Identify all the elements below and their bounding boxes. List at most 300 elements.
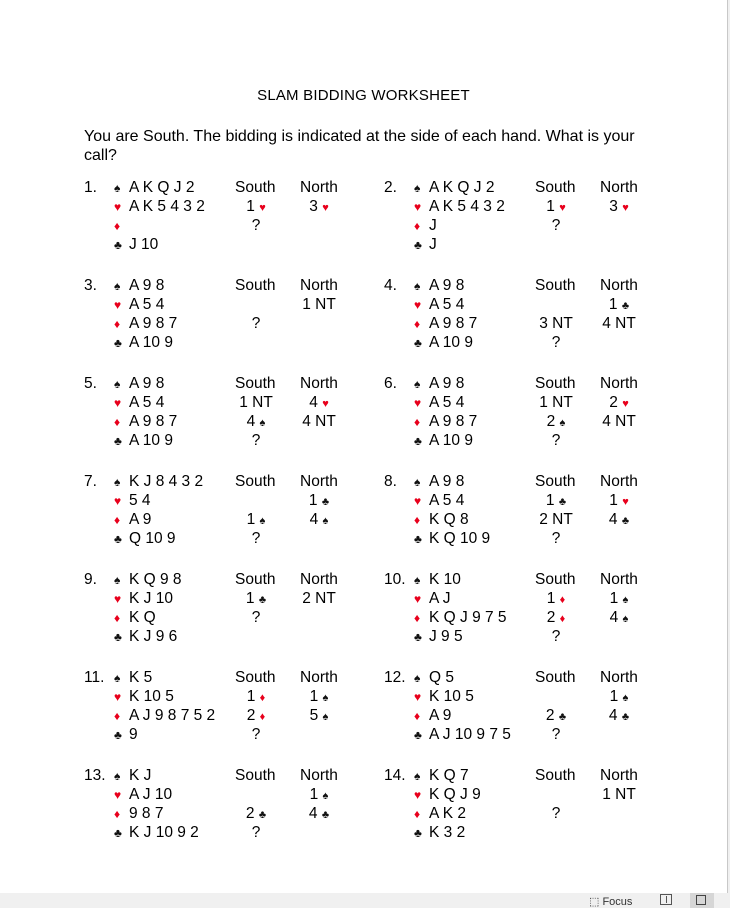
call-level: ? <box>251 432 261 449</box>
call-level: ? <box>551 805 561 822</box>
south-header: South <box>235 571 276 588</box>
hand-c-holding <box>414 726 511 745</box>
south-call <box>521 334 591 352</box>
spade-icon: ♠ <box>114 279 121 293</box>
hand-c-holding <box>414 628 463 647</box>
diamond-icon: ♦ <box>114 513 121 527</box>
south-header: South <box>535 277 576 294</box>
worksheet-title: SLAM BIDDING WORKSHEET <box>257 87 470 104</box>
north-call <box>584 511 654 529</box>
call-level: ? <box>551 217 561 234</box>
south-call <box>221 590 291 608</box>
south-call <box>221 688 291 706</box>
heart-icon: ♥ <box>322 202 329 214</box>
problem-9 <box>84 571 384 651</box>
south-call <box>221 315 291 333</box>
hand-h-holding <box>414 198 505 217</box>
south-call <box>521 492 591 510</box>
card-list: K Q <box>129 609 156 626</box>
diamond-icon: ♦ <box>114 709 121 723</box>
heart-icon: ♥ <box>114 690 122 704</box>
call-level: 5 <box>309 707 319 724</box>
north-call <box>584 707 654 725</box>
card-list: J <box>429 217 437 234</box>
problem-number: 4. <box>384 277 397 294</box>
club-icon: ♣ <box>258 809 267 821</box>
hand-c-holding <box>114 334 173 353</box>
spade-icon: ♠ <box>414 573 421 587</box>
card-list: 9 8 7 <box>129 805 164 822</box>
heart-icon: ♥ <box>114 396 122 410</box>
call-level: ? <box>251 726 261 743</box>
call-level: 1 <box>309 688 319 705</box>
spade-icon: ♠ <box>322 790 329 802</box>
hand-c-holding <box>414 236 437 255</box>
diamond-icon: ♦ <box>414 513 421 527</box>
spade-icon: ♠ <box>622 613 629 625</box>
hand-h-holding <box>114 492 151 511</box>
call-level: ? <box>551 726 561 743</box>
south-call <box>521 217 591 235</box>
spade-icon: ♠ <box>622 692 629 704</box>
call-level: 1 NT <box>602 786 636 803</box>
problem-number: 8. <box>384 473 397 490</box>
spade-icon: ♠ <box>114 573 121 587</box>
problem-number: 9. <box>84 571 97 588</box>
card-list: A K 5 4 3 2 <box>129 198 205 215</box>
south-call <box>521 530 591 548</box>
club-icon: ♣ <box>114 336 122 350</box>
hand-d-holding <box>414 413 477 432</box>
card-list: K J 10 9 2 <box>129 824 199 841</box>
read-mode-icon[interactable] <box>660 894 672 905</box>
call-level: 1 <box>308 492 318 509</box>
card-list: A 9 8 <box>429 375 465 392</box>
card-list: A 5 4 <box>129 296 165 313</box>
card-list: A 10 9 <box>129 432 173 449</box>
card-list: J 9 5 <box>429 628 463 645</box>
problem-14 <box>384 767 684 847</box>
south-header: South <box>235 669 276 686</box>
intro-text: You are South. The bidding is indicated at the side of each hand. What is your call? <box>84 128 635 164</box>
card-list: K Q 7 <box>429 767 469 784</box>
south-header: South <box>235 375 276 392</box>
hand-s-holding <box>114 473 203 492</box>
card-list: A 9 8 7 <box>129 315 178 332</box>
call-level: ? <box>251 824 261 841</box>
south-call <box>221 217 291 235</box>
hand-s-holding <box>414 669 454 688</box>
heart-icon: ♥ <box>114 298 122 312</box>
north-call <box>284 394 354 412</box>
call-level: 4 NT <box>302 413 336 430</box>
club-icon: ♣ <box>414 238 422 252</box>
card-list: K Q 9 8 <box>129 571 182 588</box>
problem-number: 2. <box>384 179 397 196</box>
hand-c-holding <box>414 824 465 843</box>
club-icon: ♣ <box>414 336 422 350</box>
south-header: South <box>535 767 576 784</box>
focus-label: Focus <box>602 896 633 908</box>
print-layout-icon[interactable] <box>690 893 714 908</box>
card-list: K Q 8 <box>429 511 469 528</box>
diamond-icon: ♦ <box>559 594 566 606</box>
spade-icon: ♠ <box>322 711 329 723</box>
heart-icon: ♥ <box>114 494 122 508</box>
heart-icon: ♥ <box>322 398 329 410</box>
call-level: 4 <box>309 511 319 528</box>
spade-icon: ♠ <box>414 769 421 783</box>
problem-number: 6. <box>384 375 397 392</box>
hand-h-holding <box>414 786 481 805</box>
call-level: 2 NT <box>302 590 336 607</box>
card-list: J 10 <box>129 236 159 253</box>
north-call <box>584 296 654 314</box>
north-call <box>284 296 354 314</box>
diamond-icon: ♦ <box>559 613 566 625</box>
card-list: K 10 5 <box>129 688 174 705</box>
north-header: North <box>600 571 638 588</box>
south-call <box>521 609 591 627</box>
card-list: A 9 8 7 <box>429 413 478 430</box>
call-level: 3 <box>309 198 318 215</box>
club-icon: ♣ <box>414 532 422 546</box>
north-call <box>584 394 654 412</box>
card-list: K J 10 <box>129 590 173 607</box>
spade-icon: ♠ <box>414 377 421 391</box>
call-level: 1 <box>546 590 556 607</box>
card-list: K 5 <box>129 669 153 686</box>
card-list: A 9 8 7 <box>129 413 178 430</box>
club-icon: ♣ <box>621 515 630 527</box>
heart-icon: ♥ <box>414 690 422 704</box>
hand-h-holding <box>414 590 451 609</box>
heart-icon: ♥ <box>414 298 422 312</box>
south-call <box>521 394 591 412</box>
heart-icon: ♥ <box>414 396 422 410</box>
heart-icon: ♥ <box>414 200 422 214</box>
status-bar <box>0 893 730 908</box>
card-list: Q 10 9 <box>129 530 176 547</box>
hand-s-holding <box>114 767 151 786</box>
hand-h-holding <box>114 590 173 609</box>
call-level: 1 <box>245 590 255 607</box>
south-header: South <box>535 473 576 490</box>
call-level: 2 <box>545 707 555 724</box>
card-list: A 9 <box>129 511 152 528</box>
call-level: ? <box>551 432 561 449</box>
heart-icon: ♥ <box>414 494 422 508</box>
club-icon: ♣ <box>258 594 267 606</box>
hand-s-holding <box>114 571 182 590</box>
call-level: 1 <box>246 688 256 705</box>
card-list: K Q J 9 <box>429 786 481 803</box>
card-list: A K 2 <box>429 805 467 822</box>
problem-4 <box>384 277 684 357</box>
club-icon: ♣ <box>621 300 630 312</box>
call-level: 4 <box>246 413 256 430</box>
north-call <box>584 315 654 333</box>
south-header: South <box>235 473 276 490</box>
call-level: 1 <box>309 786 319 803</box>
diamond-icon: ♦ <box>414 317 421 331</box>
call-level: 1 NT <box>539 394 573 411</box>
club-icon: ♣ <box>558 711 567 723</box>
north-call <box>284 688 354 706</box>
south-header: South <box>535 375 576 392</box>
card-list: K J 8 4 3 2 <box>129 473 204 490</box>
spade-icon: ♠ <box>114 671 121 685</box>
south-call <box>221 530 291 548</box>
north-call <box>584 688 654 706</box>
call-level: 3 <box>609 198 618 215</box>
card-list: A 5 4 <box>429 492 465 509</box>
diamond-icon: ♦ <box>114 611 121 625</box>
problem-3 <box>84 277 384 357</box>
diamond-icon: ♦ <box>114 807 121 821</box>
problem-2 <box>384 179 684 259</box>
problem-number: 12. <box>384 669 406 686</box>
south-header: South <box>235 179 276 196</box>
spade-icon: ♠ <box>414 671 421 685</box>
south-call <box>221 707 291 725</box>
call-level: 2 <box>609 394 618 411</box>
diamond-icon: ♦ <box>259 711 266 723</box>
club-icon: ♣ <box>114 728 122 742</box>
hand-c-holding <box>414 334 473 353</box>
problem-6 <box>384 375 684 455</box>
diamond-icon: ♦ <box>414 219 421 233</box>
call-level: 1 NT <box>239 394 273 411</box>
diamond-icon: ♦ <box>114 317 121 331</box>
north-call <box>584 786 654 804</box>
card-list: K Q 10 9 <box>429 530 491 547</box>
call-level: ? <box>251 217 261 234</box>
south-call <box>521 628 591 646</box>
hand-d-holding <box>114 217 129 236</box>
club-icon: ♣ <box>414 728 422 742</box>
club-icon: ♣ <box>114 238 122 252</box>
call-level: 1 <box>609 590 619 607</box>
north-call <box>584 609 654 627</box>
spade-icon: ♠ <box>114 769 121 783</box>
south-call <box>221 394 291 412</box>
spade-icon: ♠ <box>322 692 329 704</box>
call-level: ? <box>251 609 261 626</box>
club-icon: ♣ <box>414 826 422 840</box>
card-list: A J 10 9 7 5 <box>429 726 511 743</box>
diamond-icon: ♦ <box>414 807 421 821</box>
card-list: A 5 4 <box>429 394 465 411</box>
hand-h-holding <box>114 688 174 707</box>
card-list: 5 4 <box>129 492 151 509</box>
hand-d-holding <box>114 805 163 824</box>
call-level: 4 <box>608 707 618 724</box>
hand-h-holding <box>114 198 205 217</box>
hand-c-holding <box>114 530 176 549</box>
north-call <box>284 707 354 725</box>
south-call <box>521 805 591 823</box>
call-level: 2 <box>546 413 556 430</box>
south-call <box>221 805 291 823</box>
south-header: South <box>235 277 276 294</box>
north-call <box>284 492 354 510</box>
hand-h-holding <box>414 688 474 707</box>
hand-s-holding <box>114 179 194 198</box>
problem-7 <box>84 473 384 553</box>
spade-icon: ♠ <box>259 515 266 527</box>
call-level: 1 NT <box>302 296 336 313</box>
hand-c-holding <box>414 432 473 451</box>
south-call <box>521 413 591 431</box>
north-header: North <box>300 473 338 490</box>
call-level: 4 <box>608 511 618 528</box>
south-header: South <box>535 179 576 196</box>
call-level: ? <box>551 628 561 645</box>
card-list: A 9 8 <box>429 473 465 490</box>
north-call <box>584 590 654 608</box>
south-call <box>221 432 291 450</box>
south-call <box>221 726 291 744</box>
card-list: K J 9 6 <box>129 628 178 645</box>
south-call <box>521 432 591 450</box>
card-list: A K Q J 2 <box>129 179 195 196</box>
call-level: 4 NT <box>602 315 636 332</box>
spade-icon: ♠ <box>259 417 266 429</box>
call-level: 1 <box>546 198 555 215</box>
card-list: A J 10 <box>129 786 173 803</box>
card-list: A K 5 4 3 2 <box>429 198 505 215</box>
hand-c-holding <box>414 530 490 549</box>
hand-s-holding <box>414 571 461 590</box>
diamond-icon: ♦ <box>114 219 121 233</box>
focus-mode-button[interactable]: ⬚ Focus <box>589 896 633 908</box>
card-list: J <box>429 236 437 253</box>
card-list: A K Q J 2 <box>429 179 495 196</box>
card-list: A J <box>429 590 451 607</box>
hand-d-holding <box>114 315 177 334</box>
problem-1 <box>84 179 384 259</box>
spade-icon: ♠ <box>559 417 566 429</box>
card-list: K 3 2 <box>429 824 466 841</box>
north-call <box>584 198 654 216</box>
diamond-icon: ♦ <box>414 415 421 429</box>
call-level: ? <box>551 334 561 351</box>
heart-icon: ♥ <box>622 398 629 410</box>
club-icon: ♣ <box>114 826 122 840</box>
hand-h-holding <box>114 296 164 315</box>
hand-c-holding <box>114 824 199 843</box>
hand-d-holding <box>114 609 156 628</box>
problem-11 <box>84 669 384 749</box>
problem-number: 11. <box>84 669 105 686</box>
club-icon: ♣ <box>114 434 122 448</box>
card-list: A 5 4 <box>429 296 465 313</box>
hand-s-holding <box>114 375 164 394</box>
heart-icon: ♥ <box>622 202 629 214</box>
problem-number: 1. <box>84 179 97 196</box>
problem-number: 3. <box>84 277 97 294</box>
heart-icon: ♥ <box>114 200 122 214</box>
card-list: Q 5 <box>429 669 454 686</box>
hand-h-holding <box>114 394 164 413</box>
hand-h-holding <box>414 296 464 315</box>
hand-s-holding <box>414 473 464 492</box>
hand-d-holding <box>414 315 477 334</box>
call-level: 1 <box>246 511 256 528</box>
hand-s-holding <box>414 767 469 786</box>
north-header: North <box>600 375 638 392</box>
hand-s-holding <box>414 179 494 198</box>
hand-s-holding <box>114 277 164 296</box>
card-list: A J 9 8 7 5 2 <box>129 707 216 724</box>
diamond-icon: ♦ <box>414 709 421 723</box>
heart-icon: ♥ <box>622 496 629 508</box>
problem-number: 5. <box>84 375 97 392</box>
call-level: 1 <box>545 492 555 509</box>
call-level: 2 <box>246 707 256 724</box>
spade-icon: ♠ <box>414 475 421 489</box>
hand-d-holding <box>414 609 507 628</box>
call-level: 1 <box>609 492 618 509</box>
hand-d-holding <box>414 805 466 824</box>
spade-icon: ♠ <box>322 515 329 527</box>
north-call <box>584 413 654 431</box>
north-header: North <box>600 277 638 294</box>
heart-icon: ♥ <box>414 788 422 802</box>
card-list: A 9 8 7 <box>429 315 478 332</box>
north-call <box>284 805 354 823</box>
spade-icon: ♠ <box>114 181 121 195</box>
call-level: 1 <box>608 296 618 313</box>
heart-icon: ♥ <box>559 202 566 214</box>
north-header: North <box>300 179 338 196</box>
club-icon: ♣ <box>558 496 567 508</box>
spade-icon: ♠ <box>114 475 121 489</box>
south-call <box>221 609 291 627</box>
hand-c-holding <box>114 726 138 745</box>
hand-c-holding <box>114 628 177 647</box>
heart-icon: ♥ <box>114 788 122 802</box>
card-list: A 10 9 <box>129 334 173 351</box>
call-level: 1 <box>246 198 255 215</box>
south-call <box>221 511 291 529</box>
south-call <box>521 198 591 216</box>
north-header: North <box>600 473 638 490</box>
diamond-icon: ♦ <box>414 611 421 625</box>
north-call <box>284 198 354 216</box>
hand-h-holding <box>414 394 464 413</box>
heart-icon: ♥ <box>114 592 122 606</box>
club-icon: ♣ <box>114 630 122 644</box>
problem-number: 13. <box>84 767 106 784</box>
south-call <box>521 707 591 725</box>
hand-c-holding <box>114 236 158 255</box>
heart-icon: ♥ <box>414 592 422 606</box>
north-header: North <box>300 277 338 294</box>
card-list: A 9 8 <box>129 375 165 392</box>
south-header: South <box>235 767 276 784</box>
hand-c-holding <box>114 432 173 451</box>
north-call <box>284 590 354 608</box>
card-list: A 9 8 <box>129 277 165 294</box>
north-header: North <box>300 669 338 686</box>
hand-s-holding <box>414 375 464 394</box>
south-header: South <box>535 669 576 686</box>
call-level: 4 <box>609 609 619 626</box>
club-icon: ♣ <box>414 630 422 644</box>
card-list: A 9 8 <box>429 277 465 294</box>
